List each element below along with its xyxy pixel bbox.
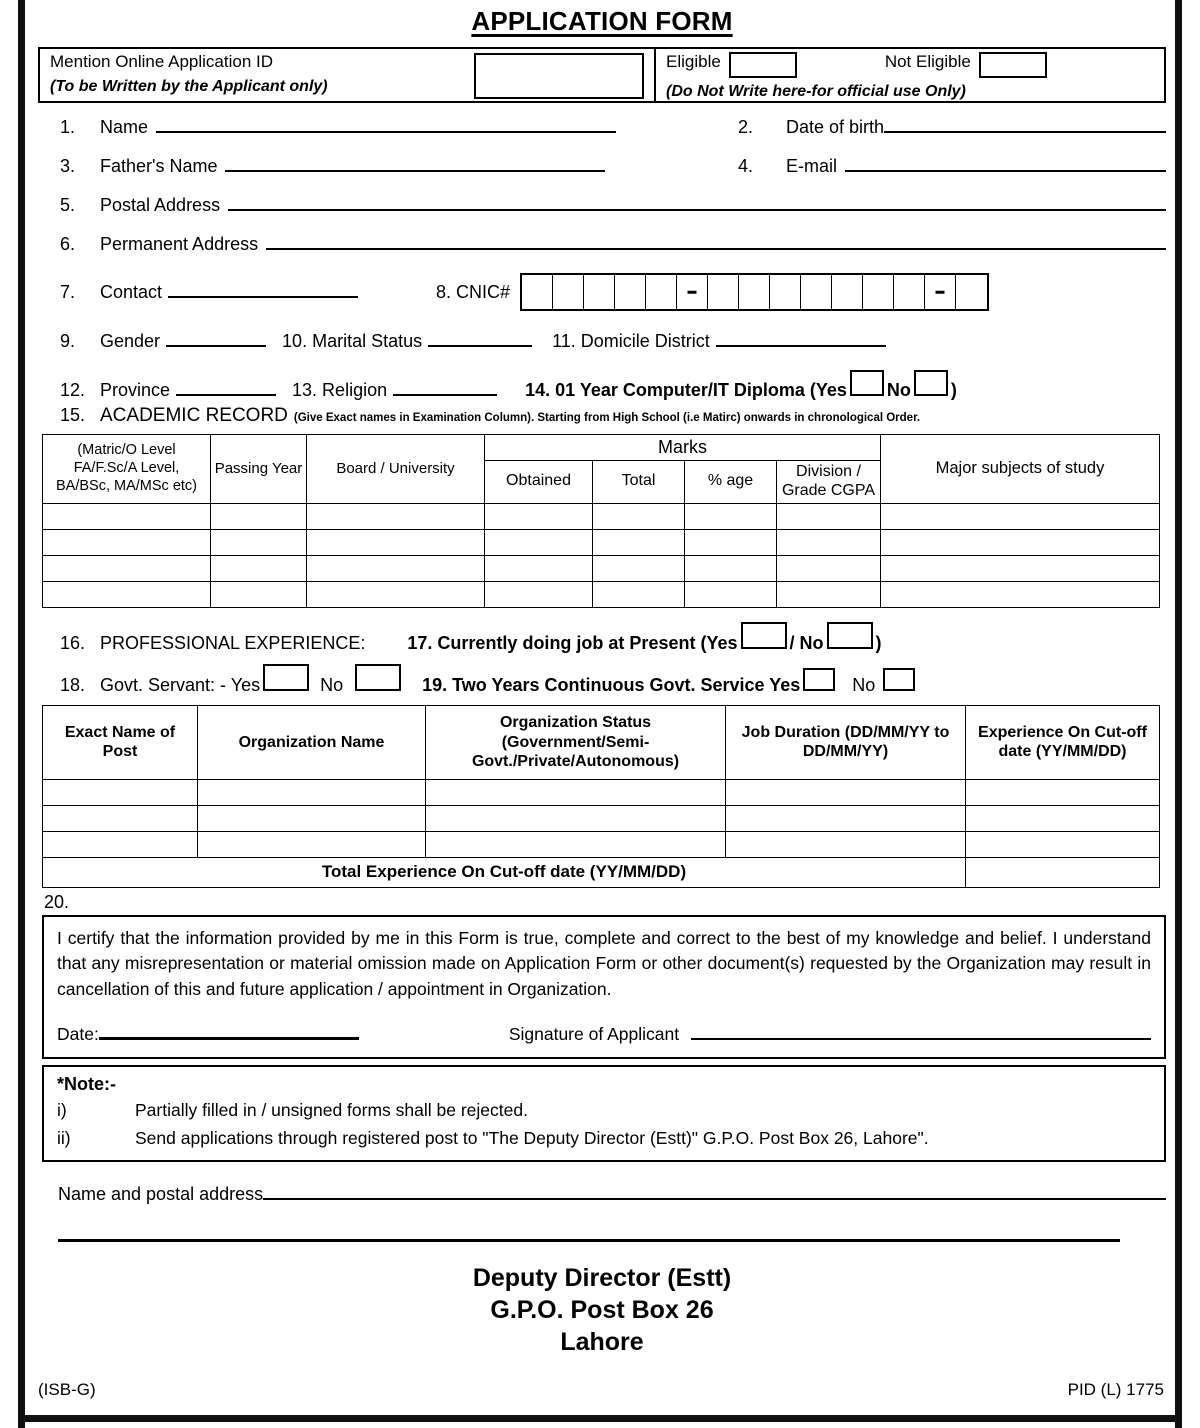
application-id-section (40, 49, 656, 101)
cell-org[interactable] (198, 805, 426, 831)
th-major-subjects: Major subjects of study (881, 435, 1160, 504)
domicile-district-label: 11. Domicile District (552, 331, 710, 351)
cnic-cell[interactable] (584, 275, 615, 309)
cell-obtained[interactable] (485, 503, 593, 529)
two-year-service-label: 19. Two Years Continuous Govt. Service Yes (422, 674, 801, 695)
field-number-7: 7. (60, 281, 76, 302)
table-row[interactable] (43, 503, 1160, 529)
cell-percent[interactable] (685, 581, 777, 607)
footer-left-code: (ISB-G) (38, 1380, 96, 1399)
cell-major[interactable] (881, 555, 1160, 581)
province-input[interactable] (176, 394, 276, 396)
cell-post[interactable] (43, 805, 198, 831)
date-input[interactable] (99, 1037, 359, 1040)
th-marks: Marks (485, 435, 881, 461)
it-diploma-yes-checkbox[interactable] (850, 370, 884, 396)
academic-record-subtitle: (Give Exact names in Examination Column). Starting from High School (i.e Matirc) onwards in chronological Order. (293, 412, 921, 424)
cell-org[interactable] (198, 779, 426, 805)
row-gender-marital-domicile (38, 331, 1166, 352)
footer-right-code: PID (L) 1775 (1067, 1380, 1164, 1399)
official-use-note: (Do Not Write here-for official use Only) (666, 83, 966, 100)
certification-box (42, 915, 1166, 1059)
page-title: APPLICATION FORM (471, 6, 733, 36)
cnic-separator (925, 275, 956, 309)
cell-percent[interactable] (685, 503, 777, 529)
section-number-16: 16. (60, 632, 86, 653)
row-permanent-address (38, 234, 1166, 255)
academic-record-table (42, 434, 1160, 608)
cell-board[interactable] (307, 529, 485, 555)
field-number-5: 5. (60, 195, 76, 215)
cnic-cell[interactable] (832, 275, 863, 309)
field-number-2: 2. (738, 117, 754, 137)
cell-division[interactable] (777, 529, 881, 555)
footer-address (32, 1262, 1172, 1358)
eligible-checkbox[interactable] (729, 52, 797, 78)
current-job-no-checkbox[interactable] (827, 622, 873, 649)
cell-exam-level[interactable] (43, 529, 211, 555)
blank-address-line[interactable] (58, 1239, 1120, 1242)
name-postal-address-input[interactable] (263, 1198, 1166, 1200)
cnic-cell[interactable] (522, 275, 553, 309)
cnic-cell[interactable] (553, 275, 584, 309)
cell-percent[interactable] (685, 529, 777, 555)
dob-label: Date of birth (786, 117, 885, 137)
signature-label: Signature of Applicant (508, 1023, 680, 1044)
note-text: Partially filled in / unsigned forms shall be rejected. (135, 1099, 528, 1120)
row-father-email (38, 156, 1166, 177)
religion-input[interactable] (393, 394, 497, 396)
note-heading: *Note:- (57, 1073, 116, 1094)
section-number-18: 18. (60, 674, 86, 695)
footer-line-1: Deputy Director (Estt) (472, 1264, 732, 1293)
eligibility-section (656, 49, 1164, 101)
cell-board[interactable] (307, 555, 485, 581)
email-label: E-mail (786, 156, 838, 176)
th-marks-percentage: % age (685, 461, 777, 504)
current-job-label: 17. Currently doing job at Present (Yes (407, 632, 738, 653)
total-experience-value[interactable] (966, 857, 1160, 887)
note-box (42, 1065, 1166, 1162)
cell-duration[interactable] (726, 779, 966, 805)
cell-passing-year[interactable] (211, 555, 307, 581)
th-division-grade-cgpa: Division / Grade CGPA (777, 461, 881, 504)
table-row[interactable] (43, 805, 1160, 831)
postal-address-input[interactable] (228, 209, 1166, 211)
section-number-20: 20. (44, 891, 70, 912)
it-diploma-no-checkbox[interactable] (914, 370, 948, 396)
cell-division[interactable] (777, 555, 881, 581)
total-experience-row (43, 857, 1160, 887)
cell-major[interactable] (881, 529, 1160, 555)
row-province-religion-diploma (38, 370, 1166, 401)
table-row[interactable] (43, 529, 1160, 555)
cell-major[interactable] (881, 581, 1160, 607)
signature-input[interactable] (691, 1038, 1151, 1040)
cell-status[interactable] (426, 805, 726, 831)
it-diploma-close-paren: ) (950, 380, 957, 400)
page-edge-left (18, 0, 25, 1428)
field-number-9: 9. (60, 331, 76, 351)
cnic-cell[interactable] (956, 275, 987, 309)
cell-major[interactable] (881, 503, 1160, 529)
dob-input[interactable] (884, 131, 1166, 133)
table-row[interactable] (43, 831, 1160, 857)
cnic-separator (677, 275, 708, 309)
cell-post[interactable] (43, 831, 198, 857)
permanent-address-input[interactable] (266, 248, 1166, 250)
cell-status[interactable] (426, 831, 726, 857)
field-number-3: 3. (60, 156, 76, 176)
application-id-input[interactable] (474, 53, 644, 99)
footer-line-2: G.P.O. Post Box 26 (490, 1296, 714, 1325)
contact-label: Contact (100, 281, 163, 302)
application-form-page (32, 0, 1172, 1358)
row-contact-cnic (38, 273, 1166, 311)
note-marker: ii) (57, 1127, 71, 1148)
cell-passing-year[interactable] (211, 581, 307, 607)
cell-cutoff[interactable] (966, 831, 1160, 857)
table-row[interactable] (43, 555, 1160, 581)
academic-record-title: ACADEMIC RECORD (100, 405, 288, 426)
section-number-15: 15. (60, 405, 86, 425)
application-id-label: Mention Online Application ID (50, 52, 274, 71)
note-marker: i) (57, 1099, 67, 1120)
th-marks-total: Total (593, 461, 685, 504)
row-professional-experience (32, 622, 1172, 654)
cell-division[interactable] (777, 503, 881, 529)
page-edge-bottom (18, 1415, 1182, 1422)
email-input[interactable] (845, 170, 1166, 172)
father-name-label: Father's Name (100, 156, 218, 176)
cell-obtained[interactable] (485, 581, 593, 607)
province-label: Province (100, 380, 171, 400)
gender-label: Gender (100, 331, 161, 351)
contact-input[interactable] (168, 296, 358, 298)
cnic-cell[interactable] (646, 275, 677, 309)
date-label: Date: (57, 1023, 99, 1044)
cell-board[interactable] (307, 503, 485, 529)
current-job-yes-checkbox[interactable] (741, 622, 787, 649)
cell-org[interactable] (198, 831, 426, 857)
eligible-label: Eligible (666, 52, 721, 71)
th-marks-obtained: Obtained (485, 461, 593, 504)
cnic-input-grid[interactable] (520, 273, 989, 311)
cell-obtained[interactable] (485, 555, 593, 581)
cell-board[interactable] (307, 581, 485, 607)
cell-cutoff[interactable] (966, 805, 1160, 831)
cnic-cell[interactable] (863, 275, 894, 309)
marital-status-label: 10. Marital Status (282, 331, 423, 351)
it-diploma-label: 14. 01 Year Computer/IT Diploma (Yes (525, 380, 847, 400)
marital-status-input[interactable] (428, 345, 532, 347)
cell-division[interactable] (777, 581, 881, 607)
father-name-input[interactable] (225, 170, 605, 172)
name-label: Name (100, 117, 149, 137)
cell-exam-level[interactable] (43, 581, 211, 607)
cell-total[interactable] (593, 555, 685, 581)
field-number-6: 6. (60, 234, 76, 254)
cell-cutoff[interactable] (966, 779, 1160, 805)
personal-details-section (32, 117, 1172, 401)
current-job-close-paren: ) (875, 632, 882, 653)
professional-experience-body (43, 779, 1160, 887)
row-postal-address (38, 195, 1166, 216)
not-eligible-checkbox[interactable] (979, 52, 1047, 78)
th-experience-cutoff: Experience On Cut-off date (YY/MM/DD) (966, 705, 1160, 779)
govt-servant-no-label: No (320, 674, 344, 695)
name-postal-address-label: Name and postal address (58, 1184, 264, 1205)
two-year-service-no-checkbox[interactable] (883, 668, 915, 691)
cnic-cell[interactable] (708, 275, 739, 309)
footer-codes (38, 1380, 1164, 1400)
cnic-label: 8. CNIC# (436, 281, 511, 302)
cell-percent[interactable] (685, 555, 777, 581)
field-number-4: 4. (738, 156, 754, 176)
name-input[interactable] (156, 131, 616, 133)
academic-record-body (43, 503, 1160, 607)
two-year-service-no-label: No (852, 674, 876, 695)
religion-label: 13. Religion (292, 380, 388, 400)
cell-status[interactable] (426, 779, 726, 805)
applicant-only-note: (To be Written by the Applicant only) (50, 78, 328, 95)
two-year-service-yes-checkbox[interactable] (803, 668, 835, 691)
name-postal-address-row (58, 1184, 1166, 1205)
cell-total[interactable] (593, 581, 685, 607)
table-row[interactable] (43, 581, 1160, 607)
cell-passing-year[interactable] (211, 503, 307, 529)
cell-obtained[interactable] (485, 529, 593, 555)
not-eligible-label: Not Eligible (884, 52, 971, 71)
gender-input[interactable] (166, 345, 266, 347)
row-govt-servant (32, 664, 1172, 696)
th-passing-year: Passing Year (211, 435, 307, 504)
professional-experience-table (42, 705, 1160, 888)
permanent-address-label: Permanent Address (100, 234, 259, 254)
row-name-dob (38, 117, 1166, 138)
govt-servant-label: Govt. Servant: - Yes (100, 674, 261, 695)
cnic-cell[interactable] (770, 275, 801, 309)
note-text: Send applications through registered post to "The Deputy Director (Estt)" G.P.O. Post Box 26, Lahore". (135, 1127, 929, 1148)
th-exact-post: Exact Name of Post (43, 705, 198, 779)
it-diploma-no-label: No (886, 380, 911, 400)
date-signature-row (57, 1024, 1151, 1045)
cell-exam-level[interactable] (43, 503, 211, 529)
cell-duration[interactable] (726, 805, 966, 831)
cell-passing-year[interactable] (211, 529, 307, 555)
th-board-university: Board / University (307, 435, 485, 504)
professional-experience-label: PROFESSIONAL EXPERIENCE: (100, 632, 366, 653)
cell-total[interactable] (593, 529, 685, 555)
domicile-district-input[interactable] (716, 345, 886, 347)
th-exam-level: (Matric/O Level FA/F.Sc/A Level, BA/BSc, MA/MSc etc) (43, 435, 211, 504)
table-row[interactable] (43, 779, 1160, 805)
note-item (57, 1099, 1151, 1123)
cnic-cell[interactable] (894, 275, 925, 309)
cnic-cell[interactable] (801, 275, 832, 309)
current-job-no-label: / No (789, 632, 824, 653)
th-organization-status: Organization Status (Government/Semi-Govt./Private/Autonomous) (426, 705, 726, 779)
cnic-cell[interactable] (615, 275, 646, 309)
govt-servant-no-checkbox[interactable] (355, 664, 401, 691)
cnic-cell[interactable] (739, 275, 770, 309)
postal-address-label: Postal Address (100, 195, 221, 215)
cell-total[interactable] (593, 503, 685, 529)
govt-servant-yes-checkbox[interactable] (263, 664, 309, 691)
field-number-1: 1. (60, 117, 76, 137)
certification-text: I certify that the information provided by me in this Form is true, complete and correct to the best of my knowledge and belief. I understand that any misrepresentation or material omission made on Application Form or other document(s) requested by the Organization may result in cancellation of this and future application / appointment in Organization. (57, 927, 1151, 999)
academic-record-heading (32, 405, 1172, 427)
application-id-strip (38, 47, 1166, 103)
footer-line-3: Lahore (560, 1328, 644, 1357)
cell-duration[interactable] (726, 831, 966, 857)
cell-exam-level[interactable] (43, 555, 211, 581)
total-experience-label: Total Experience On Cut-off date (YY/MM/DD) (43, 857, 966, 887)
note-item (57, 1127, 1151, 1151)
cell-post[interactable] (43, 779, 198, 805)
page-edge-right (1175, 0, 1182, 1428)
th-organization-name: Organization Name (198, 705, 426, 779)
th-job-duration: Job Duration (DD/MM/YY to DD/MM/YY) (726, 705, 966, 779)
field-number-12: 12. (60, 380, 86, 400)
